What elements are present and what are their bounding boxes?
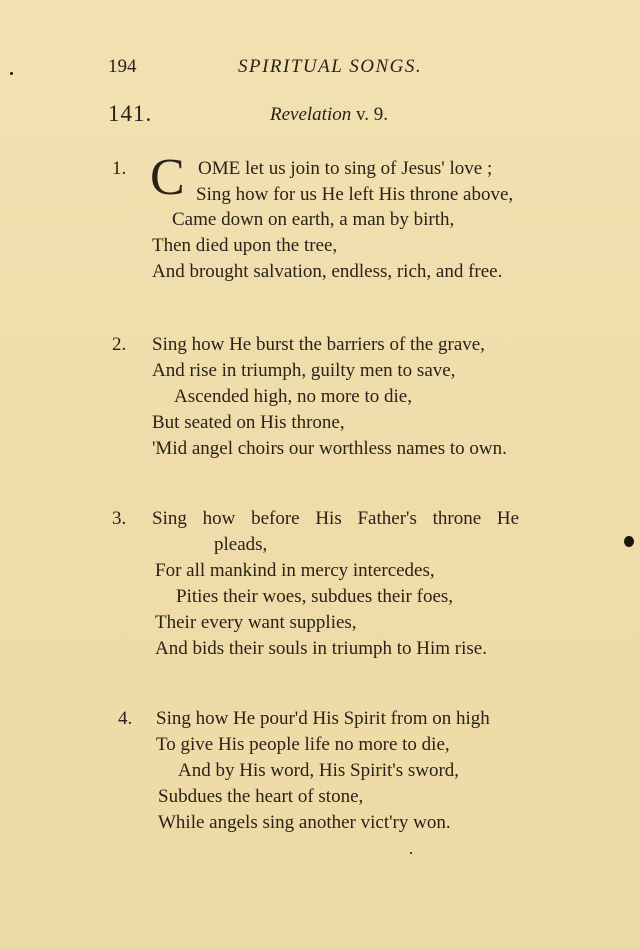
verse-line: And by His word, His Spirit's sword, — [178, 760, 460, 781]
verse-line: Sing how for us He left His throne above, — [196, 184, 514, 205]
verse-line: For all mankind in mercy intercedes, — [155, 560, 435, 581]
verse-line: OME let us join to sing of Jesus' love ; — [198, 158, 493, 179]
verse-line: Sing how He burst the barriers of the grave, — [152, 334, 485, 355]
stanza-number: 1. — [112, 158, 127, 179]
page-number: 194 — [108, 56, 137, 77]
stanza-number: 3. — [112, 508, 127, 529]
scripture-reference — [270, 104, 388, 126]
verse-line: Came down on earth, a man by birth, — [172, 209, 455, 230]
hymn-number: 141. — [108, 101, 153, 126]
drop-cap: C — [150, 149, 185, 206]
verse-line: 'Mid angel choirs our worthless names to own. — [152, 438, 507, 459]
running-head — [108, 56, 478, 82]
verse-line: But seated on His throne, — [152, 412, 345, 433]
verse-line: Pities their woes, subdues their foes, — [176, 586, 454, 607]
verse-line: Sing how before His Father's throne He — [152, 508, 520, 529]
verse-line: Then died upon the tree, — [152, 235, 338, 256]
stanza-number: 4. — [118, 708, 133, 729]
verse-line: pleads, — [214, 534, 268, 555]
verse-line: Sing how He pour'd His Spirit from on high — [156, 708, 490, 729]
verse-line: While angels sing another vict'ry won. — [158, 812, 451, 833]
ink-speck — [410, 852, 412, 854]
reference-book: Revelation — [270, 104, 352, 125]
reference-verse: v. 9. — [351, 104, 389, 125]
verse-line: And bids their souls in triumph to Him rise. — [155, 638, 487, 659]
ink-speck — [10, 72, 13, 75]
verse-line: To give His people life no more to die, — [156, 734, 450, 755]
running-title: SPIRITUAL SONGS. — [238, 56, 423, 77]
verse-line: And brought salvation, endless, rich, and free. — [152, 261, 503, 282]
verse-line: Their every want supplies, — [155, 612, 357, 633]
verse-line: Ascended high, no more to die, — [174, 386, 412, 407]
verse-line: And rise in triumph, guilty men to save, — [152, 360, 456, 381]
verse-line: Subdues the heart of stone, — [158, 786, 364, 807]
stanza-number: 2. — [112, 334, 127, 355]
ink-speck — [624, 536, 634, 547]
